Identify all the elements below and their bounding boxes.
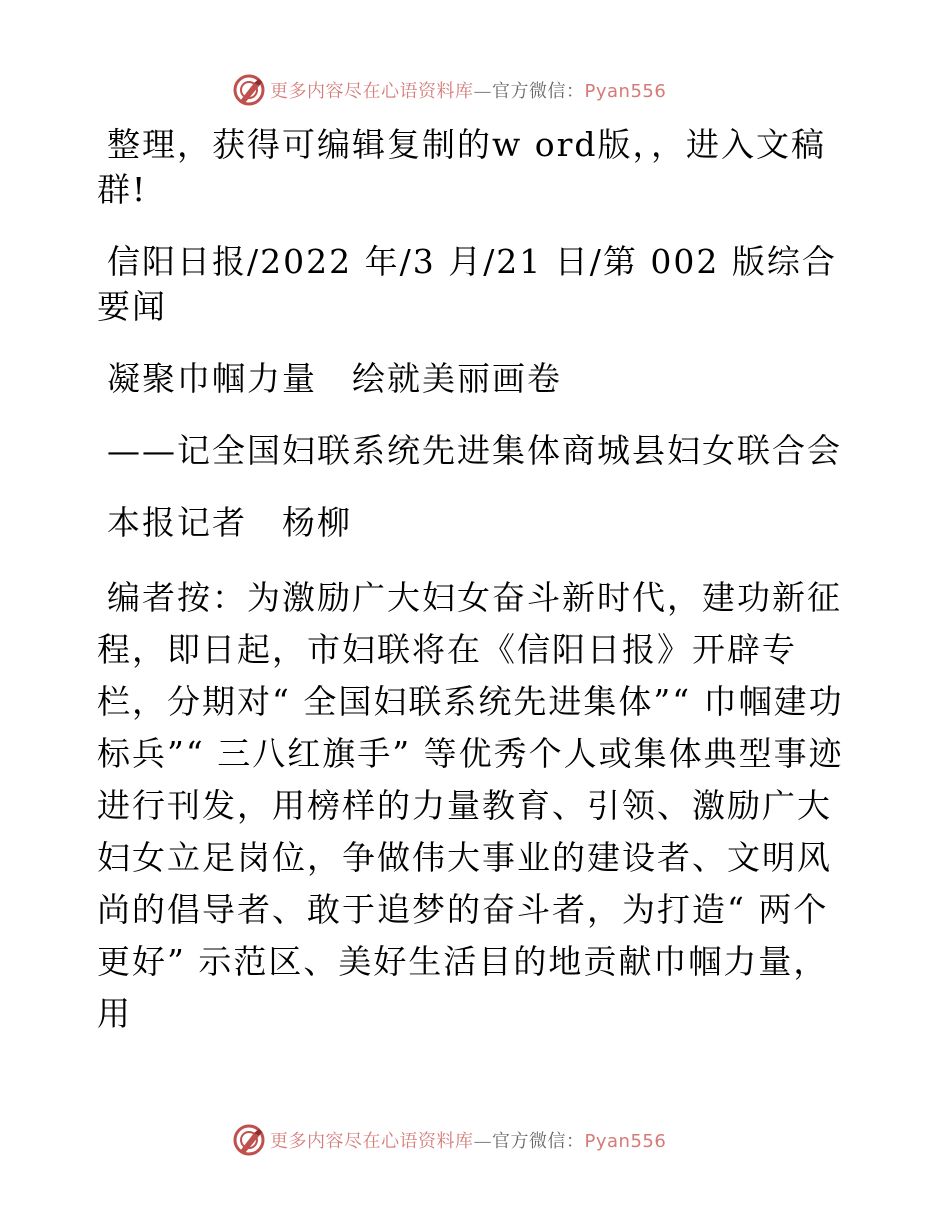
footer-watermark xyxy=(232,1122,732,1158)
pen-logo-icon xyxy=(232,73,266,107)
document-body xyxy=(97,122,857,1040)
watermark-text: 更多内容尽在心语资料库—官方微信：Pyan556 xyxy=(270,1131,667,1152)
article-subtitle: ——记全国妇联系统先进集体商城县妇女联合会 xyxy=(107,431,842,470)
header-watermark xyxy=(232,72,732,108)
intro-line: 整理，获得可编辑复制的w ord版，，进入文稿群! xyxy=(97,125,827,209)
pen-logo-icon xyxy=(232,1123,266,1157)
byline: 本报记者 杨柳 xyxy=(107,503,352,542)
editor-note: 编者按：为激励广大妇女奋斗新时代，建功新征程，即日起，市妇联将在《信阳日报》开辟专栏，分期对“ 全国妇联系统先进集体”“ 巾帼建功标兵”“ 三八红旗手” 等优秀个人或集体典型事迹进行刊发，用榜样的力量教育、引领、激励广大妇女立足岗位，争做伟大事业的建设者、文明风尚的倡导者、敢于追梦的奋斗者，为打造“ 两个更好” 示范区、美好生活目的地贡献巾帼力量，用 xyxy=(97,578,844,1033)
watermark-text: 更多内容尽在心语资料库—官方微信：Pyan556 xyxy=(270,81,667,102)
article-title: 凝聚巾帼力量 绘就美丽画卷 xyxy=(107,359,562,398)
source-line: 信阳日报/2022 年/3 月/21 日/第 002 版综合要闻 xyxy=(97,242,837,326)
